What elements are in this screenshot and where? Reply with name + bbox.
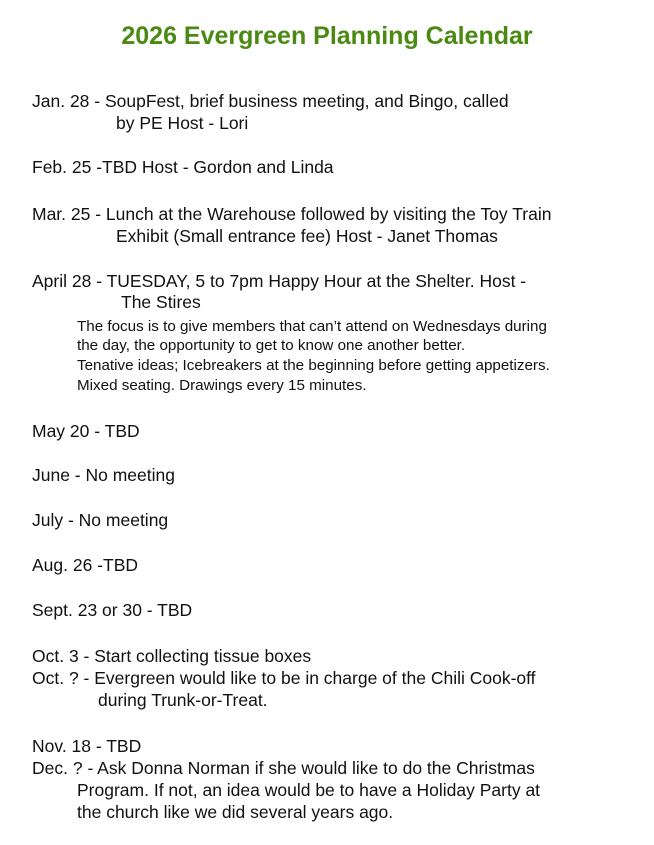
june-entry: June - No meeting [32,465,175,485]
feb-entry: Feb. 25 -TBD Host - Gordon and Linda [32,157,334,177]
oct-entry-2: Oct. ? - Evergreen would like to be in charge of the Chili Cook-off [32,668,536,688]
apr-entry-cont: The Stires [121,292,201,312]
dec-entry: Dec. ? - Ask Donna Norman if she would like to do the Christmas [32,758,535,778]
apr-entry: April 28 - TUESDAY, 5 to 7pm Happy Hour at the Shelter. Host - [32,271,527,291]
apr-note: the day, the opportunity to get to know one another better. [77,337,466,354]
oct-entry-2-cont: during Trunk-or-Treat. [98,690,268,710]
jan-entry: Jan. 28 - SoupFest, brief business meeting, and Bingo, called [32,91,509,111]
jan-entry-cont: by PE Host - Lori [116,113,249,133]
apr-note: Tenative ideas; Icebreakers at the beginning before getting appetizers. [77,357,550,374]
apr-note: The focus is to give members that can’t attend on Wednesdays during [77,318,547,335]
oct-entry: Oct. 3 - Start collecting tissue boxes [32,646,312,666]
may-entry: May 20 - TBD [32,421,140,441]
nov-entry: Nov. 18 - TBD [32,736,142,756]
dec-entry-cont: the church like we did several years ago. [77,802,394,822]
sept-entry: Sept. 23 or 30 - TBD [32,600,193,620]
july-entry: July - No meeting [32,510,169,530]
dec-entry-cont: Program. If not, an idea would be to have a Holiday Party at [77,780,541,800]
mar-entry: Mar. 25 - Lunch at the Warehouse followed by visiting the Toy Train [32,204,552,224]
page-title: 2026 Evergreen Planning Calendar [121,22,533,50]
aug-entry: Aug. 26 -TBD [32,555,139,575]
mar-entry-cont: Exhibit (Small entrance fee) Host - Janet Thomas [116,226,498,246]
apr-note: Mixed seating. Drawings every 15 minutes. [77,377,367,394]
